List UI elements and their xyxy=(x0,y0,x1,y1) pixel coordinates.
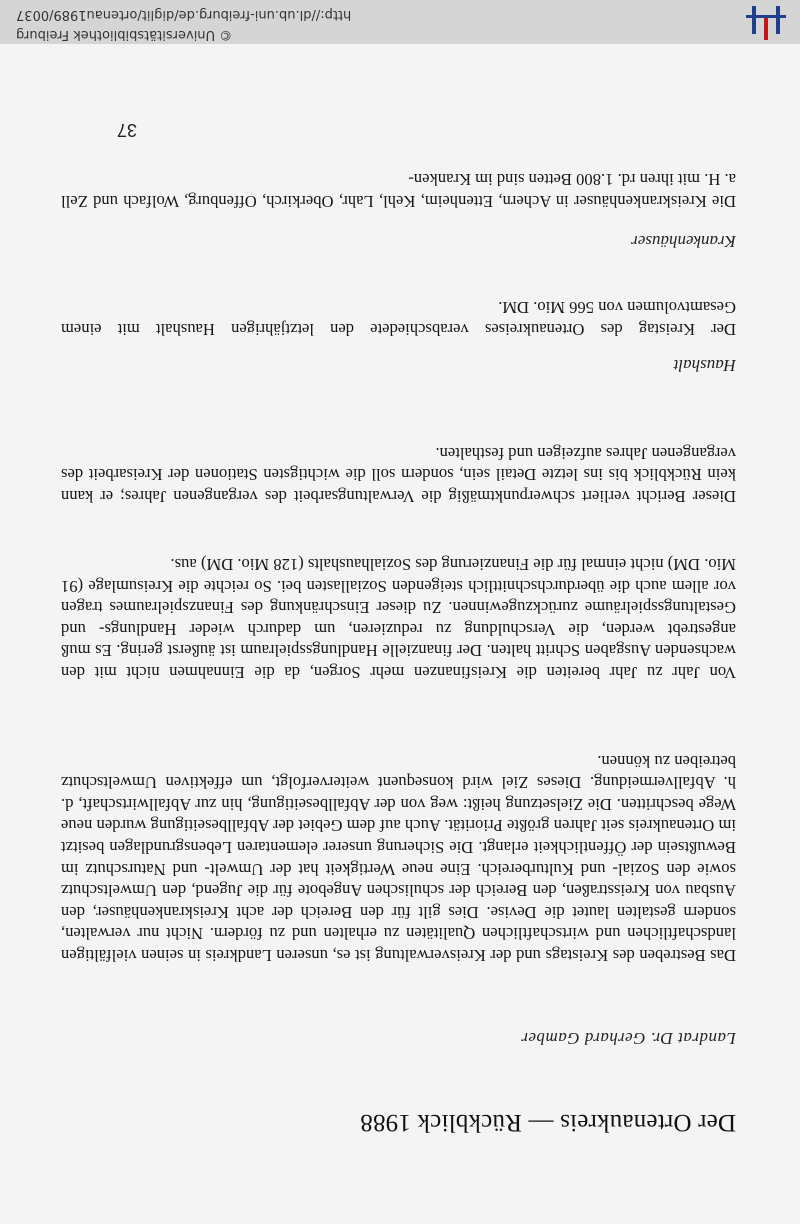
paragraph-finances: Von Jahr zu Jahr bereiten die Kreisfinanzen mehr Sorgen, da die Einnahmen nicht mit den wachsenden Ausgaben Schritt halten. Der finanzielle Handlungsspielraum ist äußerst gering. Es muß angestrebt werden, die Verschuldung zu reduzieren, um dadurch wieder Handlungs- und Gestaltungsspielräume zurückzugewinnen. Zu dieser Einschränkung des Finanzspielraumes tragen vor allem auch die überdurchschnittlich steigenden Soziallasten bei. So reichte die Kreisumlage (91 Mio. DM) nicht einmal für die Finanzierung des Sozialhaushalts (128 Mio. DM) aus. xyxy=(61,555,736,682)
author-line: Landrat Dr. Gerhard Gamber xyxy=(520,1029,736,1048)
page-number: 37 xyxy=(116,120,137,140)
paragraph-report-scope: Dieser Bericht verliert schwerpunktmäßig die Verwaltungsarbeit des vergangenen Jahres; er kann kein Rückblick bis ins letzte Detail sein, sondern soll die wichtigsten Stationen der Kreisarbeit des vergangenen Jahres aufzeigen und festhalten. xyxy=(61,443,736,506)
section-heading-haushalt: Haushalt xyxy=(673,356,736,375)
paragraph-krankenhaeuser: Die Kreiskrankenhäuser in Achern, Ettenheim, Kehl, Lahr, Oberkirch, Offenburg, Wolfach und Zell a. H. mit ihren rd. 1.800 Betten sind im Kranken- xyxy=(61,170,736,211)
permalink-url[interactable]: http://dl.ub.uni-freiburg.de/diglit/ortenau1989/0037 xyxy=(16,7,352,22)
page-title: Der Ortenaukreis — Rückblick 1988 xyxy=(360,1109,736,1136)
paragraph-haushalt: Der Kreistag des Ortenaukreises verabschiedete den letztjährigen Haushalt mit einem Gesamtvolumen von 566 Mio. DM. xyxy=(61,298,736,339)
viewer-footer xyxy=(0,0,800,44)
paragraph-intro: Das Bestreben des Kreistags und der Kreisverwaltung ist es, unseren Landkreis in seinen vielfältigen landschaftlichen und wirtschaftlichen Qualitäten zu erhalten und zu fördern. Nicht nur verwalten, sondern gestalten lautet die Devise. Dies gilt für den Bereich der acht Kreiskrankenhäuser, den Ausbau von Kreisstraßen, den Bereich der schulischen Angebote für die Jugend, den Umweltschutz sowie den Sozial- und Kulturbereich. Eine neue Wertigkeit hat der Umwelt- und Naturschutz im Bewußtsein der Öffentlichkeit erlangt. Die Sicherung unserer elementaren Lebensgrundlagen besitzt im Ortenaukreis seit Jahren größte Priorität. Auch auf dem Gebiet der Abfallbeseitigung wurden neue Wege beschritten. Die Zielsetzung heißt: weg von der Abfallbeseitigung, hin zur Abfallwirtschaft, d. h. Abfallvermeidung. Dieses Ziel wird konsequent weiterverfolgt, um effektiven Umweltschutz betreiben zu können. xyxy=(61,751,736,965)
section-heading-krankenhaeuser: Krankenhäuser xyxy=(631,232,736,251)
copyright-notice: © Universitätsbibliothek Freiburg xyxy=(16,27,233,42)
document-page xyxy=(0,44,800,1224)
ub-freiburg-logo-icon xyxy=(746,6,786,40)
